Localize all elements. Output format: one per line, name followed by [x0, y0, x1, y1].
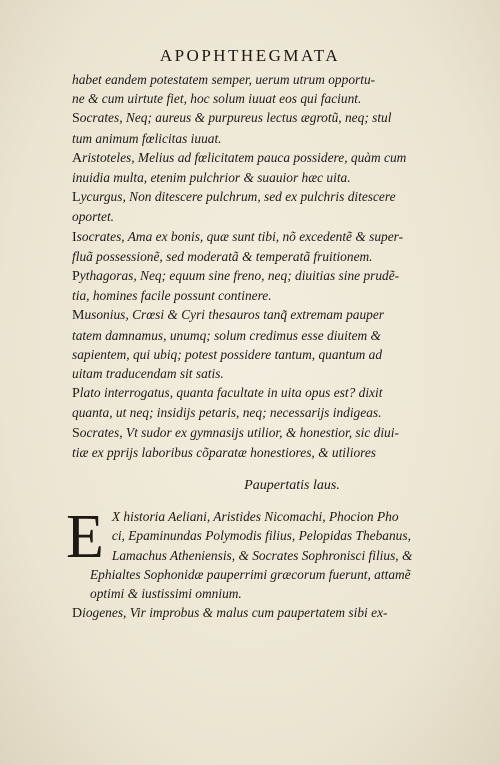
text-line: [72, 247, 472, 266]
line-text: habet eandem potestatem semper, uerum utrum opportu-: [72, 72, 376, 87]
text-line: Ephialtes Sophonidæ pauperrimi græcorum fuerunt, attamẽ: [90, 566, 411, 582]
line-text: iogenes, Vir improbus & malus cum paupertatem sibi ex-: [82, 605, 388, 621]
line-text: tatem damnamus, unumq; solum credimus esse diuitem &: [72, 327, 381, 343]
text-line: [72, 364, 472, 383]
apophthegm-paragraph: [72, 70, 472, 108]
text-line: [72, 266, 472, 286]
initial-letter: S: [72, 111, 80, 127]
line-text: ocrates, Vt sudor ex gymnasijs utilior, & honestior, sic diui-: [79, 424, 399, 440]
text-line: [72, 168, 472, 187]
line-text: fluã possessionẽ, sed moderatã & temperatã fruitionem.: [72, 248, 373, 264]
text-line: [72, 403, 472, 422]
apophthegm-paragraph: [72, 423, 472, 462]
initial-letter: L: [72, 190, 81, 206]
text-line: [72, 108, 472, 128]
apophthegm-paragraph: [72, 305, 472, 383]
initial-letter: M: [72, 308, 85, 324]
apophthegm-paragraph: [72, 266, 472, 305]
line-text: lato interrogatus, quanta facultate in uita opus est? dixit: [79, 385, 383, 401]
line-text: inuidia multa, etenim pulchrior & suauior hæc uita.: [72, 170, 351, 186]
text-line: [72, 443, 472, 462]
page-text: [66, 70, 472, 623]
text-line: optimi & iustissimi omnium.: [90, 586, 242, 602]
initial-letter: A: [72, 150, 83, 166]
text-line: [72, 187, 472, 207]
text-line: [72, 89, 472, 108]
text-line: [72, 70, 472, 89]
text-line: Lamachus Atheniensis, & Socrates Sophronisci filius, &: [111, 547, 413, 563]
line-text: tum animum fœlicitas iuuat.: [72, 130, 222, 146]
text-line: [72, 207, 472, 226]
line-text: ythagoras, Neq; equum sine freno, neq; diuitias sine prudẽ-: [79, 268, 400, 284]
running-head: APOPHTHEGMATA: [159, 46, 341, 65]
apophthegm-paragraph: [72, 603, 472, 623]
apophthegm-paragraph: [72, 108, 472, 147]
text-line: [72, 305, 472, 325]
dropcap-letter: E: [66, 503, 104, 572]
line-text: quanta, ut neq; insidijs petaris, neq; necessarijs indigeas.: [72, 405, 382, 421]
text-line: X historia Aeliani, Aristides Nicomachi, Phocion Pho: [111, 509, 399, 525]
initial-letter: P: [72, 269, 80, 285]
line-text: sapientem, qui ubiq; potest possidere tantum, quantum ad: [72, 346, 383, 362]
text-line: [72, 227, 472, 247]
line-text: tiæ ex pprijs laboribus cõparatæ honestiores, & utiliores: [72, 444, 377, 460]
line-text: ycurgus, Non ditescere pulchrum, sed ex pulchris ditescere: [80, 189, 396, 205]
dropcap-lines: [72, 507, 472, 603]
apophthegm-paragraph: [72, 227, 472, 266]
dropcap-paragraph: [66, 503, 472, 603]
apophthegm-list: [72, 70, 472, 462]
text-line: [72, 383, 472, 403]
initial-letter: I: [72, 229, 77, 245]
text-line: [72, 286, 472, 305]
apophthegm-paragraph: [72, 148, 472, 187]
text-line: [72, 326, 472, 345]
apophthegm-paragraph: [72, 187, 472, 226]
line-text: ocrates, Neq; aureus & purpureus lectus ægrotũ, neq; stul: [79, 110, 392, 126]
line-text: ne & cum uirtute fiet, hoc solum iuuat eos qui faciunt.: [72, 91, 362, 107]
text-line: ci, Epaminundas Polymodis filius, Pelopidas Thebanus,: [111, 528, 411, 544]
text-line: [72, 345, 472, 364]
text-line: [72, 148, 472, 168]
line-text: socrates, Ama ex bonis, quæ sunt tibi, nõ excedentẽ & super-: [76, 228, 404, 244]
section-title: Paupertatis laus.: [244, 478, 340, 494]
text-line: [72, 603, 472, 623]
apophthegm-paragraph: [72, 383, 472, 422]
initial-letter: P: [72, 386, 80, 402]
line-text: tia, homines facile possunt continere.: [72, 288, 272, 304]
initial-letter: D: [72, 606, 83, 622]
text-line: [72, 423, 472, 443]
last-paragraph: [72, 603, 472, 623]
line-text: oportet.: [72, 209, 115, 225]
line-text: ristoteles, Melius ad fœlicitatem pauca possidere, quàm cum: [82, 149, 407, 165]
initial-letter: S: [72, 425, 80, 441]
text-line: [72, 129, 472, 148]
line-text: usonius, Crœsi & Cyri thesauros tanq̃ extremam pauper: [84, 307, 385, 323]
line-text: uitam traducendam sit satis.: [72, 366, 224, 382]
